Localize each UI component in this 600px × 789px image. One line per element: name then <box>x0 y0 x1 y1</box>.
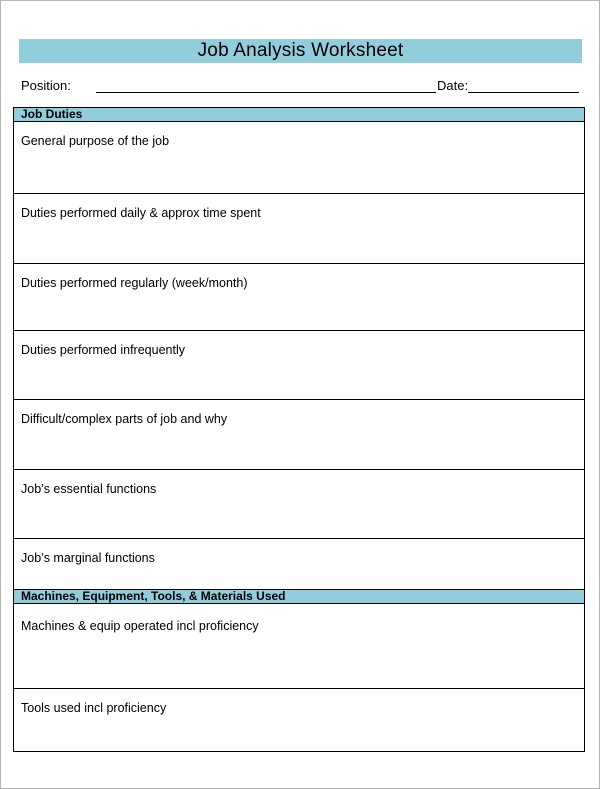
field-marginal-functions[interactable] <box>14 539 584 589</box>
date-label: Date: <box>437 78 469 93</box>
worksheet-title: Job Analysis Worksheet <box>19 39 582 63</box>
field-label: Job’s marginal functions <box>21 551 155 565</box>
position-date-row <box>21 75 581 95</box>
position-label: Position: <box>21 78 71 93</box>
field-essential-functions[interactable] <box>14 470 584 539</box>
field-duties-infrequently[interactable] <box>14 331 584 400</box>
field-label: General purpose of the job <box>21 134 170 148</box>
section-header-machines-equipment <box>14 589 584 604</box>
field-general-purpose[interactable] <box>14 122 584 194</box>
section-header-job-duties <box>14 108 584 122</box>
field-label: Duties performed regularly (week/month) <box>21 276 248 290</box>
field-label: Duties performed daily & approx time spent <box>21 206 261 220</box>
field-duties-regularly[interactable] <box>14 264 584 331</box>
section-header-label: Machines, Equipment, Tools, & Materials Used <box>21 589 286 603</box>
position-field[interactable] <box>96 92 436 93</box>
worksheet-form-table <box>13 107 585 752</box>
field-tools-used[interactable] <box>14 689 584 751</box>
field-label: Tools used incl proficiency <box>21 701 167 715</box>
field-machines-equip[interactable] <box>14 604 584 689</box>
field-label: Difficult/complex parts of job and why <box>21 412 228 426</box>
field-label: Machines & equip operated incl proficiency <box>21 619 259 633</box>
section-header-label: Job Duties <box>21 107 83 121</box>
field-label: Job’s essential functions <box>21 482 157 496</box>
field-label: Duties performed infrequently <box>21 343 185 357</box>
field-duties-daily[interactable] <box>14 194 584 264</box>
date-field[interactable] <box>468 92 579 93</box>
field-difficult-parts[interactable] <box>14 400 584 470</box>
